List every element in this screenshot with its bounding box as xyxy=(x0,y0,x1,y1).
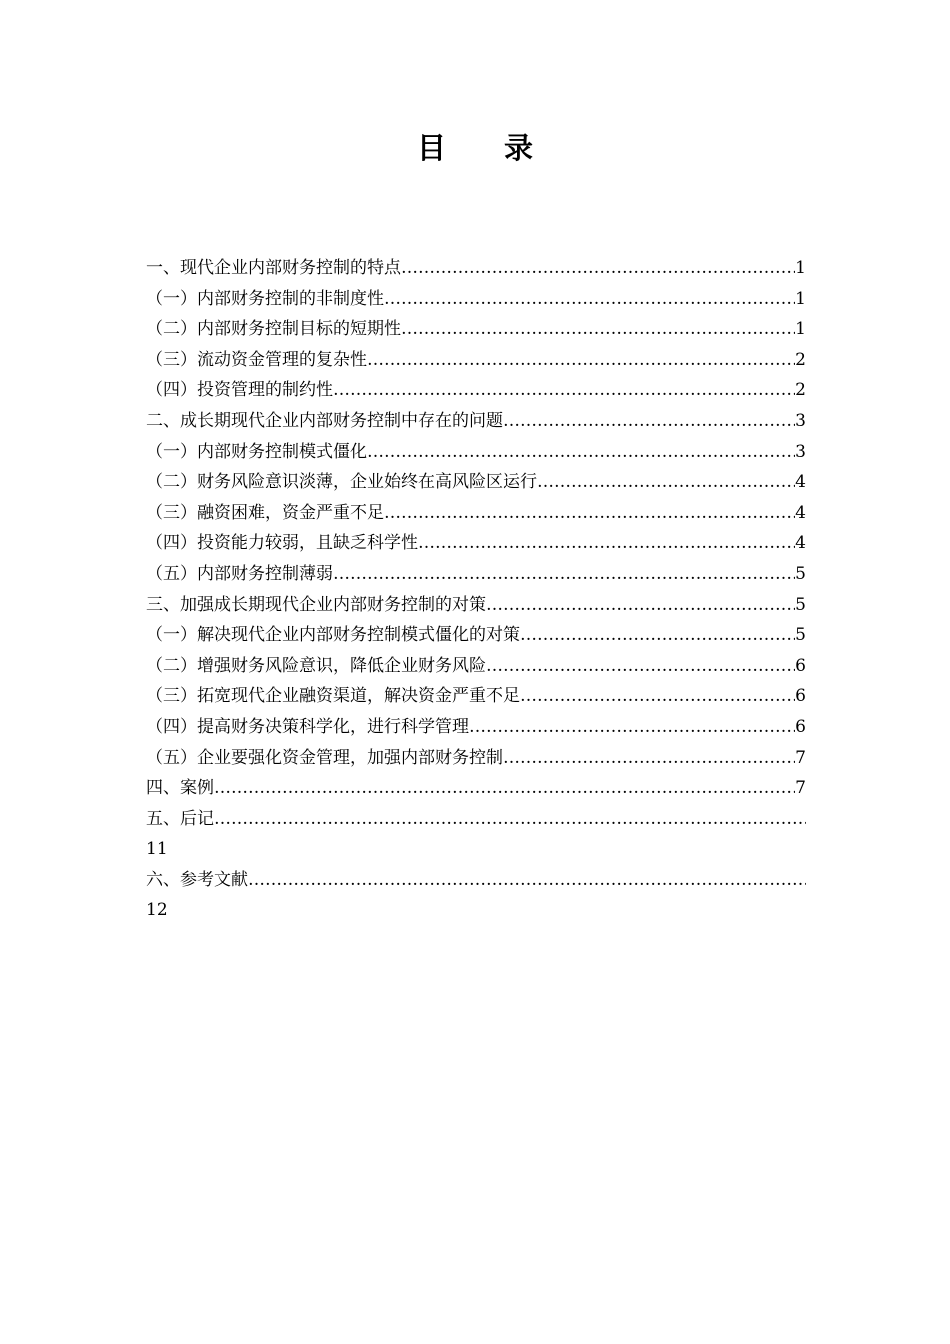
toc-entry-title: 六、参考文献 xyxy=(146,869,248,890)
toc-entry-page: 6 xyxy=(795,655,806,676)
toc-entry-page: 2 xyxy=(795,380,806,401)
toc-entry xyxy=(146,681,806,712)
toc-entry-page: 3 xyxy=(795,410,806,431)
toc-entry-title: 三、加强成长期现代企业内部财务控制的对策 xyxy=(146,594,486,615)
toc-entry xyxy=(146,284,806,315)
toc-entry-page: 2 xyxy=(795,349,806,370)
toc-leader-dots xyxy=(367,345,795,376)
toc-entry xyxy=(146,253,806,284)
toc-entry-page: 5 xyxy=(795,625,806,646)
toc-entry-page: 4 xyxy=(795,502,806,523)
toc-entry xyxy=(146,590,806,621)
toc-entry-title: （三）流动资金管理的复杂性 xyxy=(146,349,367,370)
toc-leader-dots xyxy=(503,406,795,437)
toc-entry-page: 4 xyxy=(795,472,806,493)
toc-leader-dots xyxy=(214,773,795,804)
toc-entry xyxy=(146,773,806,804)
toc-entry-page: 3 xyxy=(795,441,806,462)
toc-leader-dots xyxy=(248,865,806,896)
toc-entry-page: 6 xyxy=(795,716,806,737)
toc-entry-page: 5 xyxy=(795,594,806,615)
toc-entry-title: （三）拓宽现代企业融资渠道，解决资金严重不足 xyxy=(146,686,520,707)
toc-leader-dots xyxy=(384,284,795,315)
toc-entry xyxy=(146,314,806,345)
toc-entry xyxy=(146,804,806,835)
toc-leader-dots xyxy=(537,467,795,498)
toc-entry-page: 11 xyxy=(146,839,168,860)
toc-entry-page: 6 xyxy=(795,686,806,707)
toc-entry-title: 五、后记 xyxy=(146,808,214,829)
toc-entry-title: （二）增强财务风险意识，降低企业财务风险 xyxy=(146,655,486,676)
toc-leader-dots xyxy=(520,620,795,651)
toc-entry-page: 7 xyxy=(795,747,806,768)
toc-entry-page: 12 xyxy=(146,900,168,921)
toc-leader-dots xyxy=(486,651,795,682)
toc-entry-page: 7 xyxy=(795,778,806,799)
toc-entry-title: （五）企业要强化资金管理，加强内部财务控制 xyxy=(146,747,503,768)
toc-entry-page: 5 xyxy=(795,563,806,584)
toc-entry-title: （四）投资能力较弱，且缺乏科学性 xyxy=(146,533,418,554)
toc-entry-page: 1 xyxy=(795,288,806,309)
page-title xyxy=(0,128,950,168)
toc-leader-dots xyxy=(520,681,795,712)
toc-entry-title: 四、案例 xyxy=(146,778,214,799)
toc-entry xyxy=(146,743,806,774)
toc-entry-title: 一、现代企业内部财务控制的特点 xyxy=(146,258,401,278)
toc-entry-title: （一）内部财务控制的非制度性 xyxy=(146,288,384,309)
toc-entry xyxy=(146,437,806,468)
toc-leader-dots xyxy=(401,253,795,284)
page-title-char-2: 录 xyxy=(504,131,534,165)
toc-entry-title: 二、成长期现代企业内部财务控制中存在的问题 xyxy=(146,410,503,431)
toc-entry-title: （四）投资管理的制约性 xyxy=(146,380,333,401)
toc-entry xyxy=(146,375,806,406)
toc-entry-page: 1 xyxy=(795,258,806,278)
toc-entry-title: （四）提高财务决策科学化，进行科学管理 xyxy=(146,716,469,737)
toc-entry-page: 4 xyxy=(795,533,806,554)
toc-entry xyxy=(146,498,806,529)
toc-leader-dots xyxy=(401,314,795,345)
toc-entry-title: （一）内部财务控制模式僵化 xyxy=(146,441,367,462)
toc-entry-title: （五）内部财务控制薄弱 xyxy=(146,563,333,584)
toc-entry-title: （三）融资困难，资金严重不足 xyxy=(146,502,384,523)
page-title-char-1: 目 xyxy=(416,131,446,165)
toc-leader-dots xyxy=(333,375,795,406)
toc-entry xyxy=(146,712,806,743)
toc-leader-dots xyxy=(469,712,795,743)
toc-leader-dots xyxy=(333,559,795,590)
toc-entry xyxy=(146,467,806,498)
toc-leader-dots xyxy=(486,590,795,621)
toc-leader-dots xyxy=(214,804,806,835)
toc-entry xyxy=(146,865,806,896)
toc-entry-title: （二）财务风险意识淡薄，企业始终在高风险区运行 xyxy=(146,472,537,493)
toc-leader-dots xyxy=(384,498,795,529)
toc-entry-page: 1 xyxy=(795,319,806,340)
toc-leader-dots xyxy=(503,743,795,774)
toc-entry xyxy=(146,528,806,559)
toc-leader-dots xyxy=(418,528,795,559)
toc-entry xyxy=(146,620,806,651)
toc-entry xyxy=(146,559,806,590)
toc-entry-title: （二）内部财务控制目标的短期性 xyxy=(146,319,401,340)
toc-entry xyxy=(146,406,806,437)
toc-entry xyxy=(146,651,806,682)
toc-entry xyxy=(146,345,806,376)
table-of-contents xyxy=(146,253,806,926)
toc-entry-title: （一）解决现代企业内部财务控制模式僵化的对策 xyxy=(146,625,520,646)
toc-leader-dots xyxy=(367,437,795,468)
